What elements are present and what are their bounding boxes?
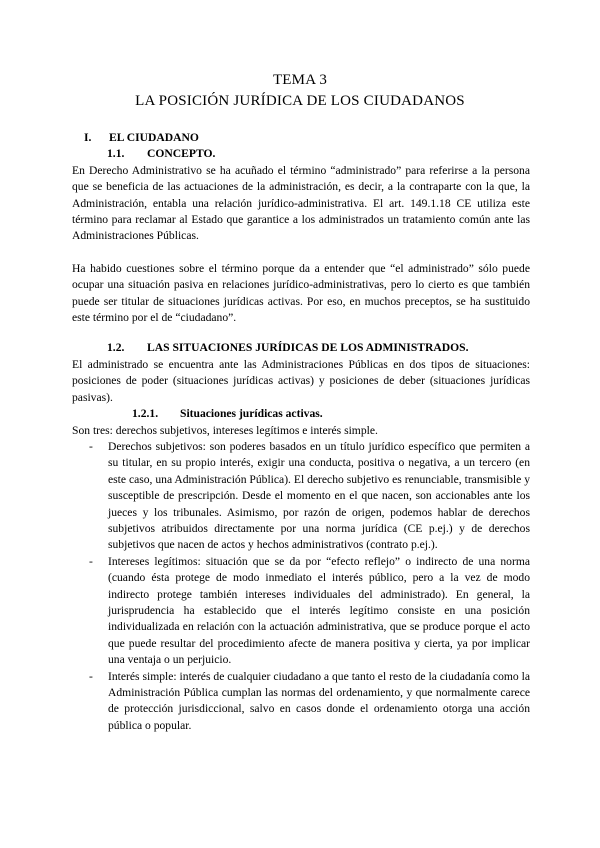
subsection-number: 1.1. — [107, 147, 125, 161]
subsection-heading-situaciones — [72, 340, 530, 356]
subsection-title: LAS SITUACIONES JURÍDICAS DE LOS ADMINISTRADOS. — [147, 341, 469, 355]
list-item-interes-simple: - Interés simple: interés de cualquier ciudadano a que tanto el resto de la ciudadanía como la Administración Pública cumplan las normas del ordenamiento, y que normalmente carece de protección jurisdiccional, salvo en casos donde el ordenamiento otorga una acción pública o popular. — [72, 669, 530, 735]
tema-heading: TEMA 3 — [272, 72, 328, 88]
subsection-title: CONCEPTO. — [147, 147, 216, 161]
subsubsection-heading — [72, 406, 530, 422]
situaciones-list — [72, 439, 530, 734]
list-item-derechos-subjetivos: - Derechos subjetivos: son poderes basados en un título jurídico específico que permiten a su titular, en su propio interés, exigir una conducta, positiva o negativa, a un tercero (en este caso, una Administración Pública). El derecho subjetivo es renunciable, transmisible y susceptible de prescripción. Desde el momento en el que nacen, son accionables ante los jueces y los tribunales. Asimismo, por razón de origen, podemos hablar de derechos subjetivos atribuidos directamente por una norma jurídica (CE p.ej.) y de derechos subjetivos que nacen de actos y hechos administrativos (contrato p.ej.). — [72, 439, 530, 554]
section-heading — [72, 130, 530, 146]
page-title: LA POSICIÓN JURÍDICA DE LOS CIUDADANOS — [135, 93, 465, 109]
paragraph-concepto-2: Ha habido cuestiones sobre el término porque da a entender que “el administrado” sólo puede ocupar una situación pasiva en relaciones jurídico-administrativas, pero lo cierto es que también puede ser titular de situaciones jurídicas activas. Por eso, en muchos preceptos, se ha sustituido este término por el de “ciudadano”. — [72, 261, 530, 325]
paragraph-intro: Son tres: derechos subjetivos, intereses legítimos e interés simple. — [72, 423, 378, 437]
subsection-number: 1.2. — [107, 341, 125, 355]
paragraph-situaciones: El administrado se encuentra ante las Administraciones Públicas en dos tipos de situaciones: posiciones de poder (situaciones jurídicas activas) y posiciones de deber (situaciones jurídicas pasivas). — [72, 357, 530, 404]
list-item-intereses-legitimos: - Intereses legítimos: situación que se da por “efecto reflejo” o indirecto de una norma (cuando ésta protege de modo inmediato el interés público, pero a la vez de modo indirecto protege también intereses individuales del administrado). En general, la jurisprudencia ha establecido que el interés legítimo consiste en una posición individualizada en relación con la actuación administrativa, que se produce porque el acto que puede resultar del procedimiento afecte de manera positiva y cierta, ya por implicar una ventaja o un perjuicio. — [72, 554, 530, 669]
subsubsection-title: Situaciones jurídicas activas. — [180, 407, 323, 421]
section-title: EL CIUDADANO — [109, 131, 199, 144]
paragraph-concepto-1: En Derecho Administrativo se ha acuñado el término “administrado” para referirse a la persona que se beneficia de las actuaciones de la administración, es decir, a la contraparte con la que, la Administración, entabla una relación jurídico-administrativa. El art. 149.1.18 CE utiliza este término para reclamar al Estado que garantice a los administrados un tratamiento común ante las Administraciones Públicas. — [72, 163, 530, 243]
section-number: I. — [84, 131, 92, 144]
subsection-heading-concepto — [72, 146, 530, 162]
document-body — [72, 130, 530, 734]
subsubsection-number: 1.2.1. — [132, 407, 159, 421]
